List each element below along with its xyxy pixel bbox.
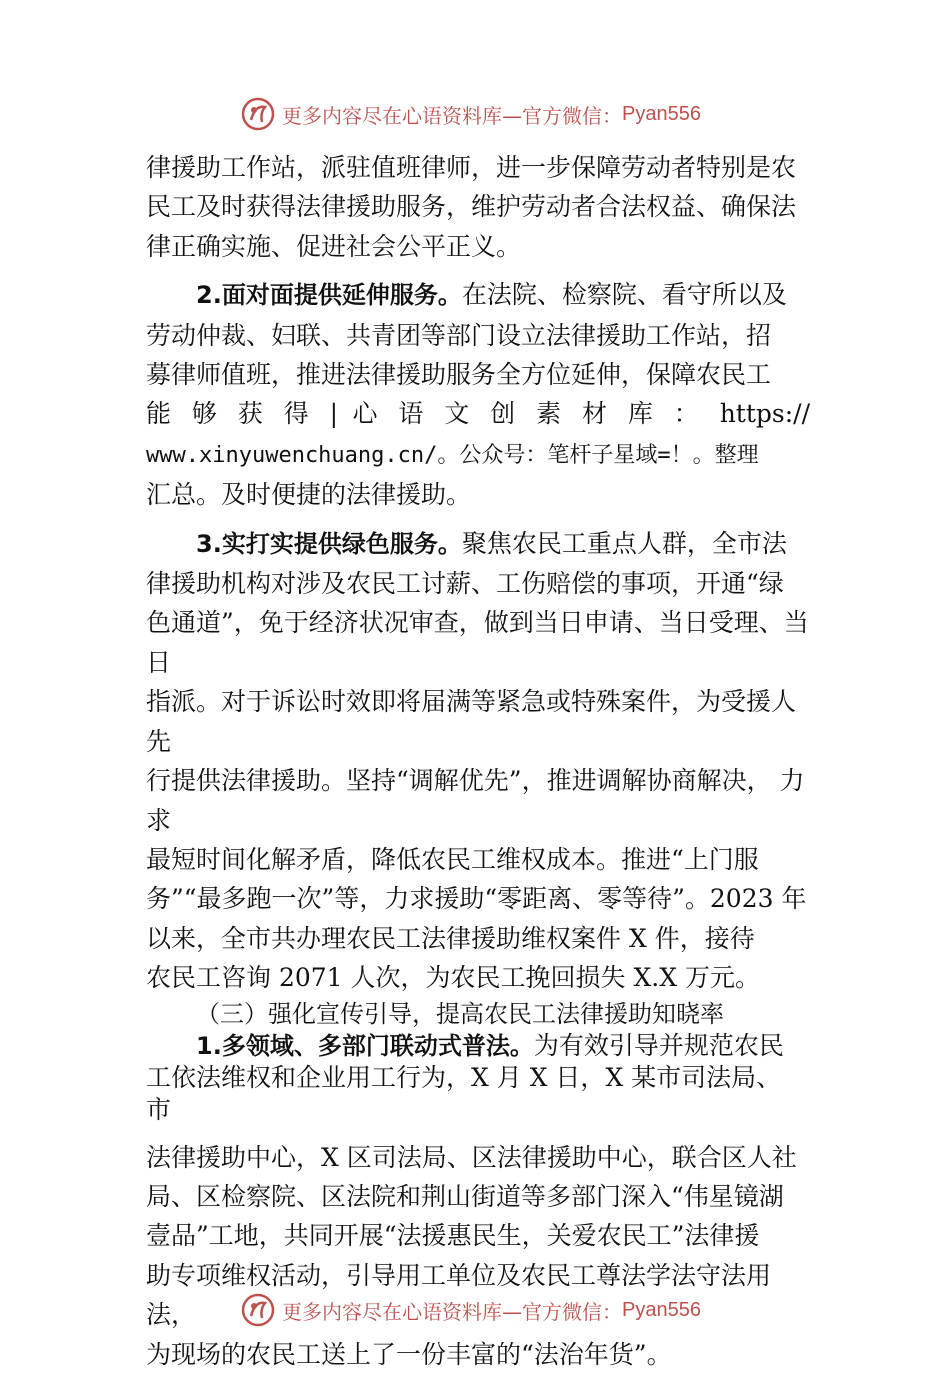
p3-line-8: 以来，全市共办理农民工法律援助维权案件 X 件，接待 [146,923,755,953]
header-banner-wechat: Pyan556 [622,102,701,125]
p3-line-3: 色通道”，免于经济状况审查，做到当日申请、当日受理、当日 [146,608,809,677]
p2-line-6: 汇总。及时便捷的法律援助。 [146,480,472,510]
paragraph-5 [146,1138,810,1374]
p5-line-1: 法律援助中心，X 区司法局、区法律援助中心，联合区人社 [146,1142,797,1172]
header-banner-text: 更多内容尽在心语资料库—官方微信： [282,103,622,128]
p1-line-2: 民工及时获得法律援助服务，维护劳动者合法权益、确保法 [146,192,797,222]
p2-line-2: 劳动仲裁、妇联、共青团等部门设立法律援助工作站，招 [146,320,772,350]
section-title: （三）强化宣传引导，提高农民工法律援助知晓率 [196,999,724,1028]
footer-banner [240,1290,740,1330]
p2-heading: 2.面对面提供延伸服务。 [196,281,462,310]
p3-heading: 3.实打实提供绿色服务。 [196,529,462,558]
p3-line-9: 农民工咨询 2071 人次，为农民工挽回损失 X.X 万元。 [146,963,760,993]
p4-line-3: 市 [146,1094,172,1124]
p5-line-4: 助专项维权活动，引导用工单位及农民工尊法学法守法用法， [146,1260,772,1330]
p1-line-3: 律正确实施、促进社会公平正义。 [146,231,522,261]
brand-logo-icon [240,1292,276,1328]
p3-line-2: 律援助机构对涉及农民工讨薪、工伤赔偿的事项，开通“绿 [146,569,784,599]
paragraph-1 [146,148,810,266]
p4-heading: 1.多领域、多部门联动式普法。 [196,1031,534,1060]
p5-line-5: 为现场的农民工送上了一份丰富的“法治年货”。 [146,1339,672,1369]
paragraph-3 [146,524,810,998]
paragraph-4 [146,1030,810,1126]
document-body [146,148,810,1374]
p5-line-3: 壹品”工地，共同开展“法援惠民生，关爱农民工”法律援 [146,1221,760,1251]
p3-line-6: 最短时间化解矛盾，降低农民工维权成本。推进“上门服 [146,844,759,874]
p3-line-5: 行提供法律援助。坚持“调解优先”，推进调解协商解决， 力求 [146,766,805,835]
p2-line-5: www.xinyuwenchuang.cn/。公众号：笔杆子星域=！。整理 [146,442,759,468]
p4-line-1: 1.多领域、多部门联动式普法。为有效引导并规范农民 [196,1030,784,1060]
p3-line-1: 3.实打实提供绿色服务。聚焦农民工重点人群，全市法 [196,528,787,558]
brand-logo-icon [240,96,276,132]
paragraph-2 [146,275,810,514]
p3-line-4: 指派。对于诉讼时效即将届满等紧急或特殊案件，为受援人先 [146,687,797,756]
p4-line-2: 工依法维权和企业用工行为，X 月 X 日，X 某市司法局、 [146,1062,782,1092]
footer-banner-text: 更多内容尽在心语资料库—官方微信： [282,1299,622,1324]
footer-banner-wechat: Pyan556 [622,1298,701,1321]
p2-line-4: 能 够 获 得 | 心 语 文 创 素 材 库 ： https:// [146,399,810,429]
p1-line-1: 律援助工作站，派驻值班律师，进一步保障劳动者特别是农 [146,153,797,182]
p2-line-3: 募律师值班，推进法律援助服务全方位延伸，保障农民工 [146,360,772,390]
p5-line-2: 局、区检察院、区法院和荆山街道等多部门深入“伟星镜湖 [146,1181,784,1211]
p3-line-7: 务”“最多跑一次”等，力求援助“零距离、零等待”。2023 年 [146,884,807,914]
p2-line-1: 2.面对面提供延伸服务。在法院、检察院、看守所以及 [196,280,787,310]
header-banner [240,94,740,134]
